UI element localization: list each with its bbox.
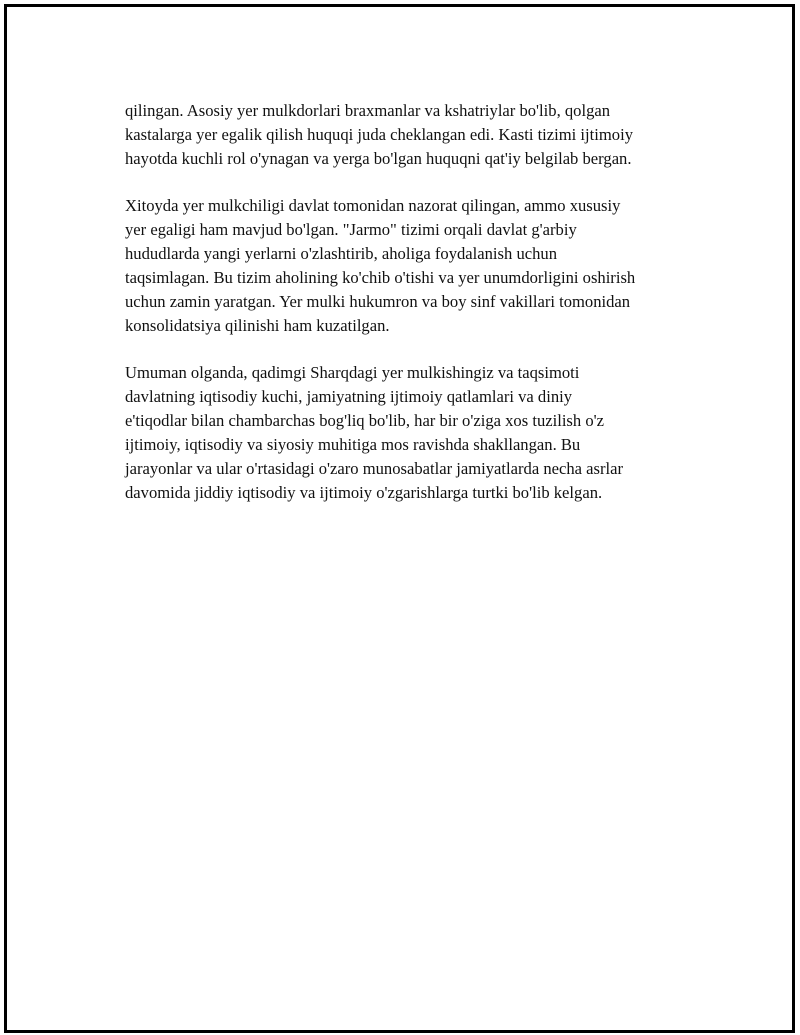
paragraph-conclusion: Umuman olganda, qadimgi Sharqdagi yer mulkishingiz va taqsimoti davlatning iqtisodiy kuchi, jamiyatning ijtimoiy qatlamlari va diniy e'tiqodlar bilan chambarchas bog'liq bo'lib, har bir o'ziga xos tuzilish o'z ijtimoiy, iqtisodiy va siyosiy muhitiga mos ravishda shakllangan. Bu jarayonlar va ular o'rtasidagi o'zaro munosabatlar jamiyatlarda necha asrlar davomida jiddiy iqtisodiy va ijtimoiy o'zgarishlarga turtki bo'lib kelgan. — [125, 363, 624, 502]
paragraph-china-land-ownership: Xitoyda yer mulkchiligi davlat tomonidan nazorat qilingan, ammo xususiy yer egaligi ham mavjud bo'lgan. "Jarmo" tizimi orqali davlat g'arbiy hududlarda yangi yerlarni o'zlashtirib, aholiga foydalanish uchun taqsimlagan. Bu tizim aholining ko'chib o'tishi va yer unumdorligini oshirish uchun zamin yaratgan. Yer mulki hukumron va boy sinf vakillari tomonidan konsolidatsiya qilinishi ham kuzatilgan. — [125, 196, 636, 335]
document-body — [125, 99, 710, 528]
paragraph-india-land-ownership: qilingan. Asosiy yer mulkdorlari braxmanlar va kshatriylar bo'lib, qolgan kastalarga yer egalik qilish huquqi juda cheklangan edi. Kasti tizimi ijtimoiy hayotda kuchli rol o'ynagan va yerga bo'lgan huquqni qat'iy belgilab bergan. — [125, 101, 633, 168]
page-frame — [4, 4, 795, 1033]
